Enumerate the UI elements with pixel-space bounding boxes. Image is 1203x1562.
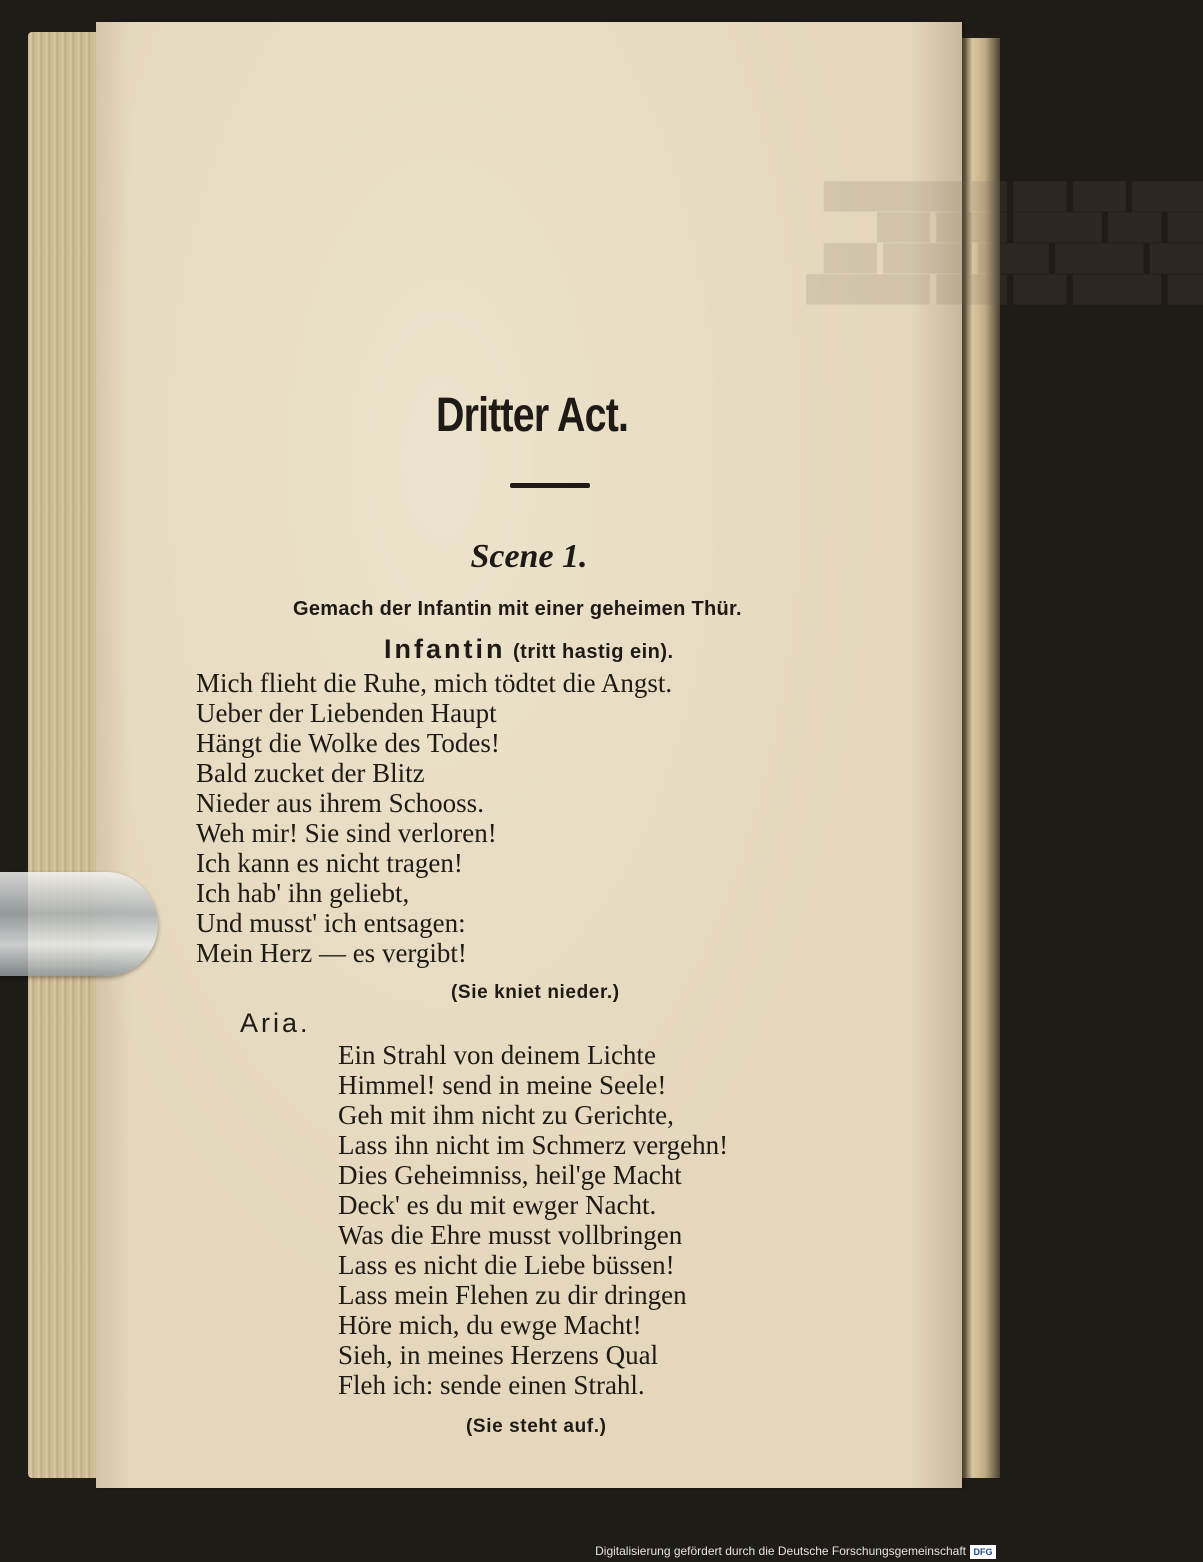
verse-line: Himmel! send in meine Seele! xyxy=(338,1070,667,1100)
dfg-logo: DFG xyxy=(970,1545,996,1559)
title-divider xyxy=(510,483,590,488)
stage-direction: (Sie steht auf.) xyxy=(466,1416,607,1437)
verse-line: Ein Strahl von deinem Lichte xyxy=(338,1040,656,1070)
verse-line: Lass mein Flehen zu dir dringen xyxy=(338,1280,687,1310)
verse-line: Und musst' ich entsagen: xyxy=(196,908,466,938)
verse-line: Weh mir! Sie sind verloren! xyxy=(196,818,497,848)
book-page xyxy=(96,22,1203,1488)
recitative-lines xyxy=(196,668,672,968)
act-title: Dritter Act. xyxy=(436,389,629,442)
verse-line: Mich flieht die Ruhe, mich tödtet die Angst. xyxy=(196,668,673,698)
stage-direction: (Sie kniet nieder.) xyxy=(451,982,620,1003)
verse-line: Sieh, in meines Herzens Qual xyxy=(338,1340,659,1370)
scene-title: Scene 1. xyxy=(470,538,588,575)
show-through-text: ████ ███ ███ ██ ████████ ██ ███ █████ ████ ███ ███ █████ ████ █████ ███ ██ █████ ███ ████ ███████ xyxy=(806,183,1203,303)
verse-line: Lass ihn nicht im Schmerz vergehn! xyxy=(338,1130,729,1160)
verse-line: Höre mich, du ewge Macht! xyxy=(338,1310,642,1340)
verse-line: Ich hab' ihn geliebt, xyxy=(196,878,410,908)
verse-line: Ueber der Liebenden Haupt xyxy=(196,698,497,728)
speaker-heading xyxy=(384,634,674,665)
verse-line: Fleh ich: sende einen Strahl. xyxy=(338,1370,645,1400)
verse-line: Nieder aus ihrem Schooss. xyxy=(196,788,484,818)
verse-line: Hängt die Wolke des Todes! xyxy=(196,728,500,758)
aria-label: Aria. xyxy=(240,1008,311,1038)
verse-line: Lass es nicht die Liebe büssen! xyxy=(338,1250,675,1280)
verse-line: Deck' es du mit ewger Nacht. xyxy=(338,1190,657,1220)
digitization-credit: Digitalisierung gefördert durch die Deutsche Forschungsgemeinschaft xyxy=(595,1544,966,1558)
verse-line: Mein Herz — es vergibt! xyxy=(196,938,467,968)
verse-line: Bald zucket der Blitz xyxy=(196,758,425,788)
verse-line: Ich kann es nicht tragen! xyxy=(196,848,463,878)
scene-setting: Gemach der Infantin mit einer geheimen Thür. xyxy=(293,598,742,620)
verse-line: Dies Geheimniss, heil'ge Macht xyxy=(338,1160,682,1190)
page-clip xyxy=(0,872,158,976)
verse-line: Geh mit ihm nicht zu Gerichte, xyxy=(338,1100,674,1130)
speaker-direction: (tritt hastig ein). xyxy=(513,641,674,663)
speaker-name: Infantin xyxy=(384,634,506,664)
aria-lines xyxy=(338,1040,728,1400)
verse-line: Was die Ehre musst vollbringen xyxy=(338,1220,683,1250)
